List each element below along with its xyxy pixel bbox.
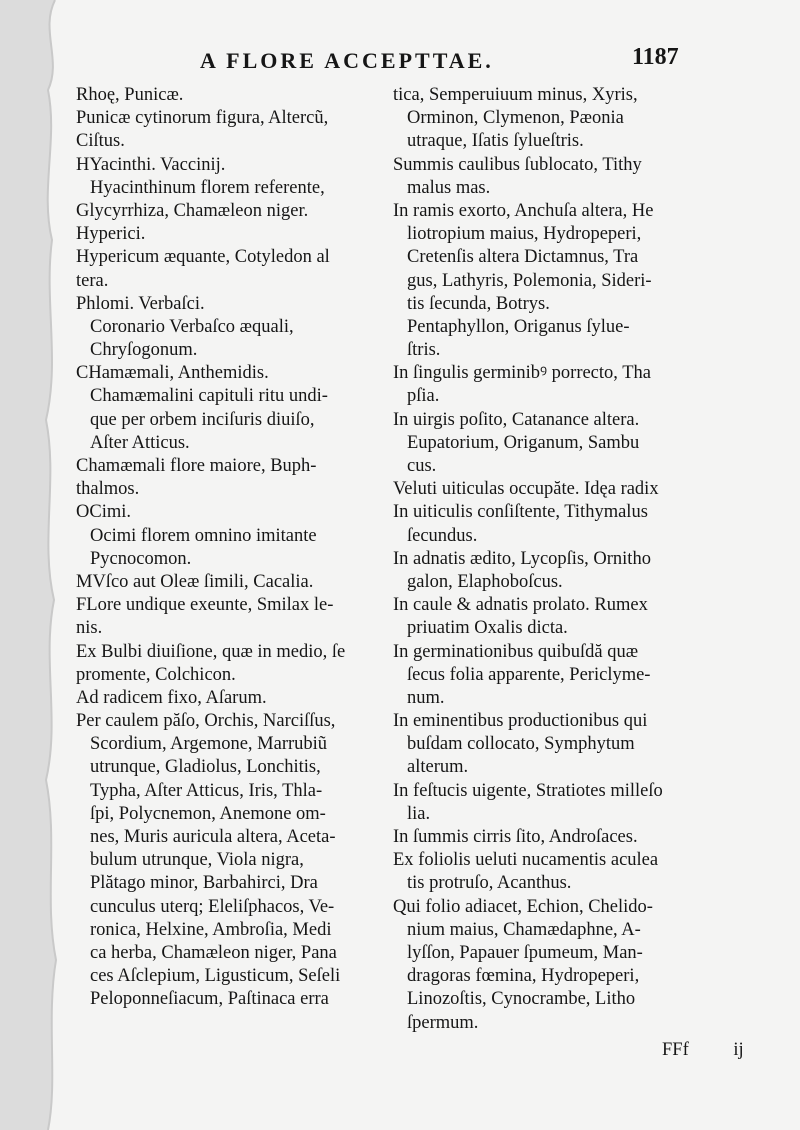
left-column-line: utrunque, Gladiolus, Lonchitis, xyxy=(90,757,321,778)
right-column xyxy=(393,84,713,1035)
right-column-line: lia. xyxy=(407,803,431,824)
left-column-line: promente, Colchicon. xyxy=(76,664,236,685)
right-column-line: buſdam collocato, Symphytum xyxy=(407,734,635,755)
left-column-line: Chamæmali flore maiore, Buph- xyxy=(76,456,317,476)
right-column-line: In ſummis cirris ſito, Androſaces. xyxy=(393,827,638,847)
right-column-line: Ex foliolis ueluti nucamentis aculea xyxy=(393,850,659,871)
page-header xyxy=(0,44,800,84)
right-column-line: tis ſecunda, Botrys. xyxy=(407,293,550,314)
left-column-line: Hypericum æquante, Cotyledon al xyxy=(76,247,330,268)
right-column-line: liotropium maius, Hydropeperi, xyxy=(407,224,642,245)
right-column-line: gus, Lathyris, Polemonia, Sideri- xyxy=(407,270,652,291)
right-column-line: Summis caulibus ſublocato, Tithy xyxy=(393,154,642,175)
left-column-line: Chryſogonum. xyxy=(90,340,198,361)
left-column-line: que per orbem inciſuris diuiſo, xyxy=(90,409,315,430)
right-column-line: nium maius, Chamædaphne, A- xyxy=(407,919,641,940)
right-column-line: In uiticulis conſiſtente, Tithymalus xyxy=(393,502,648,523)
right-column-line: tica, Semperuiuum minus, Xyris, xyxy=(393,85,638,105)
right-column-line: tis protruſo, Acanthus. xyxy=(407,873,572,894)
left-column-line: Ciſtus. xyxy=(76,131,125,152)
left-column-line: nis. xyxy=(76,618,103,639)
left-column-line: FLore undique exeunte, Smilax le- xyxy=(76,595,334,616)
right-column-line: ſtris. xyxy=(407,340,441,361)
left-column-line: thalmos. xyxy=(76,479,140,500)
right-column-line: lyſſon, Papauer ſpumeum, Man- xyxy=(407,942,643,963)
left-column-line: HYacinthi. Vaccinij. xyxy=(76,154,226,175)
left-column-line: MVſco aut Oleæ ſimili, Cacalia. xyxy=(76,571,314,592)
left-column-line: Punicæ cytinorum figura, Altercũ, xyxy=(76,108,329,129)
left-column-line: Hyacinthinum florem referente, xyxy=(90,177,325,198)
right-column-line: dragoras fœmina, Hydropeperi, xyxy=(407,966,640,987)
right-column-line: In ſingulis germinibꝰ porrecto, Tha xyxy=(393,363,651,384)
right-column-line: In uirgis poſito, Catanance altera. xyxy=(393,409,640,430)
right-column-line: Veluti uiticulas occupăte. Idęa radix xyxy=(393,479,659,500)
right-column-line: pſia. xyxy=(407,386,440,407)
right-column-line: In ramis exorto, Anchuſa altera, He xyxy=(393,200,654,221)
left-column-line: ces Aſclepium, Ligusticum, Seſeli xyxy=(90,966,341,987)
right-column-line: Eupatorium, Origanum, Sambu xyxy=(407,432,640,453)
right-column-line: Pentaphyllon, Origanus ſylue- xyxy=(407,316,630,337)
right-column-line: priuatim Oxalis dicta. xyxy=(407,618,568,639)
left-column-line: Peloponneſiacum, Paſtinaca erra xyxy=(90,989,329,1010)
left-column-line: CHamæmali, Anthemidis. xyxy=(76,363,269,384)
right-column-line: utraque, Iſatis ſylueſtris. xyxy=(407,131,584,152)
left-column-line: Pycnocomon. xyxy=(90,548,192,569)
right-column-line: cus. xyxy=(407,456,437,476)
right-column-line: galon, Elaphoboſcus. xyxy=(407,571,563,592)
right-column-line: In adnatis ædito, Lycopſis, Ornitho xyxy=(393,548,651,569)
page-number: 1187 xyxy=(632,44,679,70)
left-column-line: Hyperici. xyxy=(76,224,146,245)
left-column-line: ca herba, Chamæleon niger, Pana xyxy=(90,942,337,963)
right-column-line: Cretenſis altera Dictamnus, Tra xyxy=(407,247,639,268)
signature-mark xyxy=(622,1040,744,1061)
left-column-line: tera. xyxy=(76,270,109,291)
right-column-line: num. xyxy=(407,687,445,708)
left-column-line: Aſter Atticus. xyxy=(90,432,190,453)
left-column-line: Coronario Verbaſco æquali, xyxy=(90,316,294,337)
left-column-line: Per caulem păſo, Orchis, Narciſſus, xyxy=(76,711,336,732)
right-column-line: ſpermum. xyxy=(407,1012,479,1033)
left-column-line: cunculus uterq; Eleliſphacos, Ve- xyxy=(90,896,335,917)
left-column-line: Typha, Aſter Atticus, Iris, Thla- xyxy=(90,780,323,801)
right-column-line: Qui folio adiacet, Echion, Chelido- xyxy=(393,896,653,917)
right-column-line: ſecus folia apparente, Periclyme- xyxy=(407,664,651,685)
left-column-line: Ad radicem fixo, Aſarum. xyxy=(76,687,267,708)
left-column-line: Scordium, Argemone, Marrubiũ xyxy=(90,734,328,755)
right-column-line: In feſtucis uigente, Stratiotes milleſo xyxy=(393,780,663,801)
right-column-line: Orminon, Clymenon, Pæonia xyxy=(407,108,624,129)
left-column-line: Phlomi. Verbaſci. xyxy=(76,293,205,314)
right-column-line: In caule & adnatis prolato. Rumex xyxy=(393,595,648,616)
left-column-line: nes, Muris auricula altera, Aceta- xyxy=(90,827,336,847)
signature-letters: FFf xyxy=(662,1040,689,1060)
left-column-line: Chamæmalini capituli ritu undi- xyxy=(90,386,328,407)
left-column-line: bulum utrunque, Viola nigra, xyxy=(90,850,304,871)
left-column-line: ſpi, Polycnemon, Anemone om- xyxy=(90,803,326,824)
running-title: A FLORE ACCEPTTAE. xyxy=(200,48,494,73)
right-column-line: In eminentibus productionibus qui xyxy=(393,711,648,732)
left-column-line: OCimi. xyxy=(76,502,131,523)
signature-number: ij xyxy=(733,1040,744,1060)
left-column-line: Rhoę, Punicæ. xyxy=(76,85,184,105)
left-column xyxy=(76,84,396,1012)
left-column-line: Ex Bulbi diuiſione, quæ in medio, ſe xyxy=(76,641,346,662)
right-column-line: In germinationibus quibuſdă quæ xyxy=(393,641,639,662)
left-column-line: Plătago minor, Barbahirci, Dra xyxy=(90,873,318,894)
right-column-line: Linozoſtis, Cynocrambe, Litho xyxy=(407,989,636,1010)
right-column-line: alterum. xyxy=(407,757,469,778)
right-column-line: ſecundus. xyxy=(407,525,478,546)
left-column-line: Glycyrrhiza, Chamæleon niger. xyxy=(76,200,309,221)
right-column-line: malus mas. xyxy=(407,177,491,198)
left-column-line: Ocimi florem omnino imitante xyxy=(90,525,317,546)
left-column-line: ronica, Helxine, Ambroſia, Medi xyxy=(90,919,332,940)
